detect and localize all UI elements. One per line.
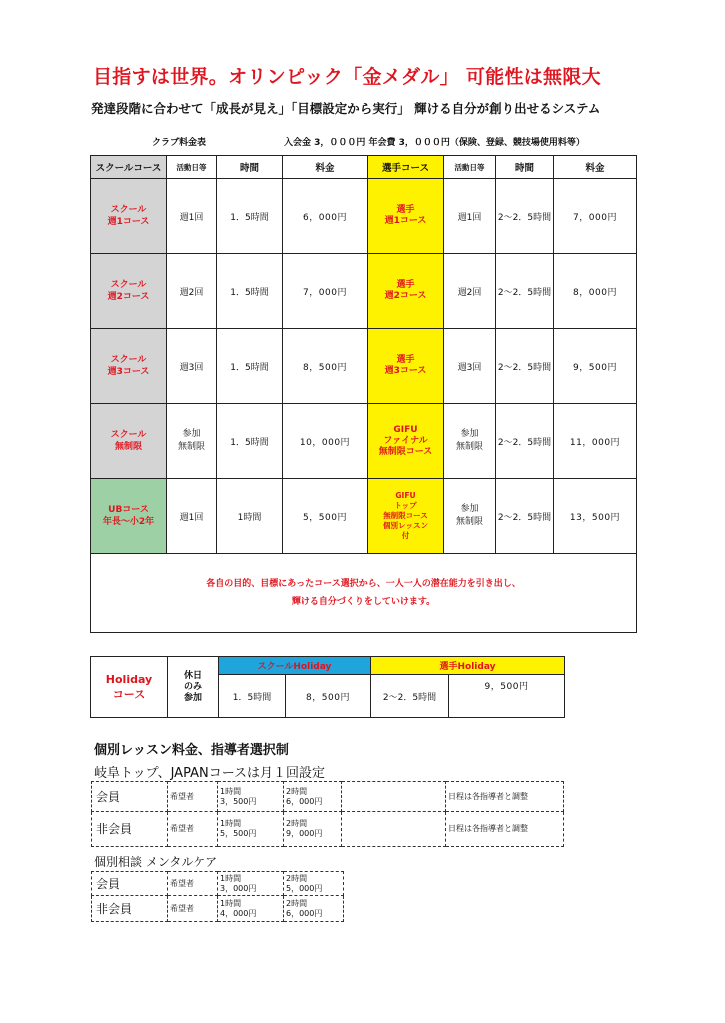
school-time: 1．5時間 [217, 254, 283, 329]
school-frequency: 参加 無制限 [167, 404, 217, 479]
table-row [92, 782, 564, 812]
table-row [91, 329, 637, 404]
athlete-course-name: GIFU ファイナル 無制限コース [368, 404, 444, 479]
counsel-table [91, 871, 344, 922]
header-activity-2: 活動日等 [444, 156, 496, 179]
course-message: 各自の目的、目標にあったコース選択から、一人一人の潜在能力を引き出し、 輝ける自分づくりをしていけます。 [91, 554, 637, 633]
applicant-label: 希望者 [168, 872, 218, 896]
table-row [91, 254, 637, 329]
table-row [91, 179, 637, 254]
page-subtitle: 発達段階に合わせて「成長が見え」「目標設定から実行」 輝ける自分が創り出せるシステム [91, 101, 601, 116]
school-holiday-fee: 8，500円 [286, 675, 371, 718]
school-course-name: スクール 無制限 [91, 404, 167, 479]
header-time: 時間 [217, 156, 283, 179]
school-frequency: 週3回 [167, 329, 217, 404]
athlete-fee: 7，000円 [554, 179, 637, 254]
school-frequency: 週1回 [167, 179, 217, 254]
school-course-name: スクール 週2コース [91, 254, 167, 329]
school-holiday-time: 1．5時間 [219, 675, 286, 718]
applicant-label: 希望者 [168, 812, 218, 847]
school-course-name: スクール 週1コース [91, 179, 167, 254]
athlete-frequency: 参加 無制限 [444, 404, 496, 479]
lesson-title: 個別レッスン料金、指導者選択制 [94, 743, 289, 758]
athlete-course-name: GIFU トップ 無制限コース 個別レッスン 付 [368, 479, 444, 554]
athlete-frequency: 参加 無制限 [444, 479, 496, 554]
athlete-time: 2～2．5時間 [496, 179, 554, 254]
page-title: 目指すは世界。オリンピック「金メダル」 可能性は無限大 [93, 66, 601, 88]
athlete-time: 2～2．5時間 [496, 479, 554, 554]
member-label: 会員 [92, 782, 168, 812]
fee-table [90, 155, 637, 633]
athlete-frequency: 週2回 [444, 254, 496, 329]
lesson-note: 岐阜トップ、JAPANコースは月１回設定 [94, 766, 326, 781]
schedule-note: 日程は各指導者と調整 [446, 782, 564, 812]
applicant-label: 希望者 [168, 782, 218, 812]
header-athlete-course: 選手コース [368, 156, 444, 179]
athlete-course-name: 選手 週3コース [368, 329, 444, 404]
member-label: 非会員 [92, 812, 168, 847]
athlete-holiday-fee: 9，500円 [449, 675, 565, 718]
athlete-fee: 11，000円 [554, 404, 637, 479]
athlete-holiday-time: 2～2．5時間 [371, 675, 449, 718]
school-fee: 5，500円 [283, 479, 368, 554]
one-hour-price: 1時間 3，000円 [218, 872, 284, 896]
athlete-time: 2～2．5時間 [496, 329, 554, 404]
school-fee: 6，000円 [283, 179, 368, 254]
athlete-fee: 9，500円 [554, 329, 637, 404]
school-course-name: UBコース 年長～小2年 [91, 479, 167, 554]
one-hour-price: 1時間 4，000円 [218, 896, 284, 922]
header-school-course: スクールコース [91, 156, 167, 179]
school-time: 1．5時間 [217, 329, 283, 404]
header-activity: 活動日等 [167, 156, 217, 179]
table-row [91, 479, 637, 554]
table-row [92, 872, 344, 896]
school-fee: 7，000円 [283, 254, 368, 329]
table-row [92, 812, 564, 847]
school-fee: 8，500円 [283, 329, 368, 404]
athlete-frequency: 週3回 [444, 329, 496, 404]
school-course-name: スクール 週3コース [91, 329, 167, 404]
two-hour-price: 2時間 6，000円 [284, 896, 344, 922]
athlete-frequency: 週1回 [444, 179, 496, 254]
school-frequency: 週2回 [167, 254, 217, 329]
member-label: 会員 [92, 872, 168, 896]
school-fee: 10，000円 [283, 404, 368, 479]
applicant-label: 希望者 [168, 896, 218, 922]
counsel-title: 個別相談 メンタルケア [94, 855, 218, 869]
school-time: 1時間 [217, 479, 283, 554]
one-hour-price: 1時間 5，500円 [218, 812, 284, 847]
lesson-table [91, 781, 564, 847]
two-hour-price: 2時間 6，000円 [284, 782, 342, 812]
table-row [91, 404, 637, 479]
school-time: 1．5時間 [217, 179, 283, 254]
header-fee: 料金 [283, 156, 368, 179]
holiday-note: 休日 のみ 参加 [168, 657, 219, 718]
holiday-course-label: Holiday コース [91, 657, 168, 718]
athlete-fee: 13，500円 [554, 479, 637, 554]
member-label: 非会員 [92, 896, 168, 922]
header-fee-2: 料金 [554, 156, 637, 179]
school-frequency: 週1回 [167, 479, 217, 554]
two-hour-price: 2時間 9，000円 [284, 812, 342, 847]
athlete-time: 2～2．5時間 [496, 404, 554, 479]
school-time: 1．5時間 [217, 404, 283, 479]
school-holiday-header: スクールHoliday [219, 657, 371, 675]
header-time-2: 時間 [496, 156, 554, 179]
athlete-holiday-header: 選手Holiday [371, 657, 565, 675]
table-row [92, 896, 344, 922]
one-hour-price: 1時間 3，500円 [218, 782, 284, 812]
fees-note: 入会金 3，０００円 年会費 3，０００円（保険、登録、競技場使用料等） [284, 138, 585, 148]
two-hour-price: 2時間 5，000円 [284, 872, 344, 896]
table-caption: クラブ料金表 [152, 138, 207, 148]
athlete-fee: 8，000円 [554, 254, 637, 329]
athlete-course-name: 選手 週2コース [368, 254, 444, 329]
athlete-course-name: 選手 週1コース [368, 179, 444, 254]
athlete-time: 2～2．5時間 [496, 254, 554, 329]
schedule-note: 日程は各指導者と調整 [446, 812, 564, 847]
holiday-table [90, 656, 565, 718]
